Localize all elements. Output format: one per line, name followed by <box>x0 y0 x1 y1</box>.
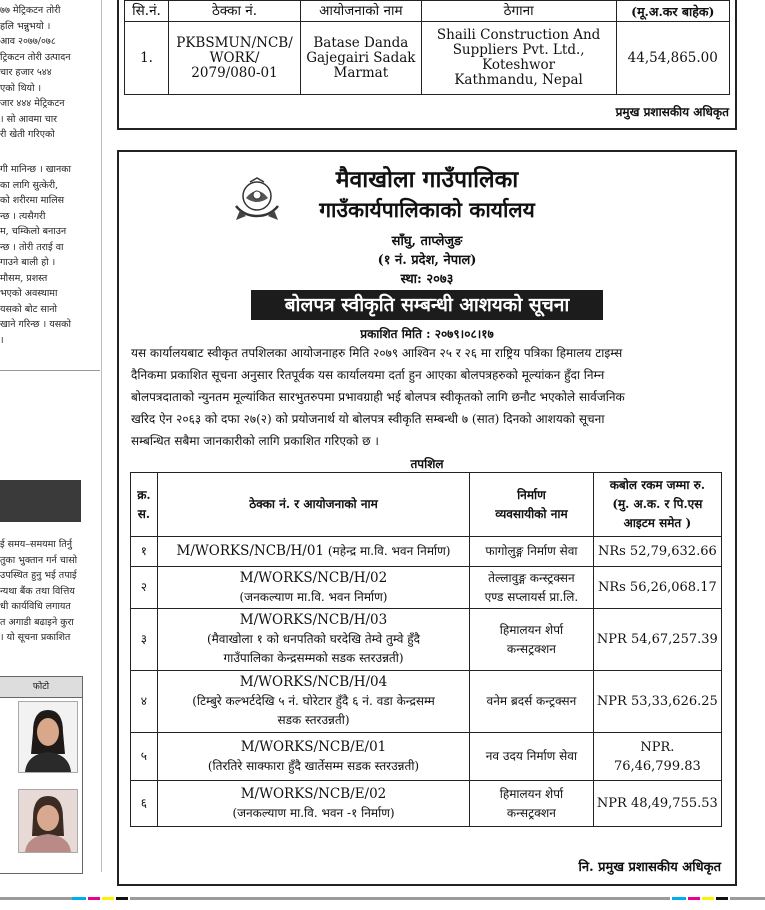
contract-code: M/WORKS/NCB/H/01 <box>176 543 325 559</box>
contract-table <box>130 472 722 827</box>
header-address: ठेगाना <box>421 1 616 22</box>
table-row <box>131 671 722 733</box>
article-line: ७७ मेट्रिकटन तोरी <box>0 5 61 16</box>
article-line: न्छ । तोरी तराई वा <box>0 241 64 253</box>
color-swatch <box>716 897 728 900</box>
project-name: (टिम्बुरे कल्भर्टदेखि ५ नं. घोरेटार हुँदै ६ नं. वडा केन्द्रसम्म सडक स्तरउन्नती) <box>192 694 435 727</box>
header-amount: (मू.अ.कर बाहेक) <box>616 1 729 22</box>
cell-amount: NRs 52,79,632.66 <box>593 537 721 567</box>
body-line: खरिद ऐन २०६३ को दफा २७(२) को प्रयोजनार्थ यो बोलपत्र स्वीकृति सम्बन्धी ७ (सात) दिनको आशयको सूचना <box>131 412 605 426</box>
portrait-photo-1 <box>18 701 78 773</box>
table-header-row <box>125 1 730 22</box>
top-notice-box <box>117 0 737 130</box>
established-year: स्था: २०७३ <box>400 272 454 287</box>
cell-amount: NPR 48,49,755.53 <box>593 781 721 827</box>
color-swatch <box>102 897 114 900</box>
header-sn: सि.नं. <box>125 1 169 22</box>
article-line: न्छ । त्यसैगरी <box>0 210 46 222</box>
cell-builder: तेल्लावुङ्ग कन्स्ट्रक्सन एण्ड सप्लायर्स प्रा.लि. <box>470 567 594 609</box>
article-line: खाने गरिन्छ । यसको <box>0 319 71 330</box>
article-line: का लागि सुत्केरी, <box>0 179 59 191</box>
article-line: । सो आवमा चार <box>0 113 58 125</box>
table-row <box>131 537 722 567</box>
column-divider <box>0 370 100 371</box>
cell-contract <box>157 609 469 671</box>
article-line: म, चम्किलो बनाउन <box>0 226 67 237</box>
header-amount: कबोल रकम जम्मा रु. (मु. अ.क. र पि.एस आइटम समेत ) <box>593 473 721 537</box>
color-swatch <box>130 897 670 900</box>
table-title: तपशिल <box>410 457 444 471</box>
main-notice-box <box>117 150 737 886</box>
table-header-row <box>131 473 722 537</box>
left-adjacent-column <box>0 0 100 870</box>
contract-code: M/WORKS/NCB/H/03 <box>239 612 388 628</box>
cell-builder: हिमालयन शेर्पा कन्सट्रक्शन <box>470 609 594 671</box>
cell-contract <box>157 567 469 609</box>
header-contract: ठेक्का नं. <box>169 1 301 22</box>
photo-header: फोटो <box>0 677 82 698</box>
adjacent-notice-banner <box>0 480 81 522</box>
cell-amount: NPR 53,33,626.25 <box>593 671 721 733</box>
header-sn: क्र. स. <box>131 473 158 537</box>
article-line: मौसम, प्रशस्त <box>0 272 48 284</box>
cell-builder: फागोलुङ्ग निर्माण सेवा <box>470 537 594 567</box>
cell-amount: 44,54,865.00 <box>616 22 729 95</box>
notice-line: त अगाडी बढाइने कुरा <box>0 616 74 628</box>
article-line: । <box>0 334 4 346</box>
article-line: गी मानिन्छ । खानका <box>0 164 71 175</box>
cell-amount: NPR 54,67,257.39 <box>593 609 721 671</box>
contract-rows <box>131 537 722 827</box>
body-line: दैनिकमा प्रकाशित सूचना अनुसार रितपूर्वक यस कार्यालयमा दर्ता हुन आएका बोलपत्रहरुको मूल्यांकन हुँदा निम्न <box>131 368 605 382</box>
main-signature: नि. प्रमुख प्रशासकीय अधिकृत <box>578 860 721 875</box>
article-line: को शरीरमा मालिस <box>0 195 65 206</box>
cell-builder: नव उदय निर्माण सेवा <box>470 733 594 781</box>
header-project: आयोजनाको नाम <box>301 1 422 22</box>
project-name: (मैवाखोला १ को धनपतिको घरदेखि तेम्वे तुम्वे हुँदै गाउँपालिका केन्द्रसम्मको सडक स्तरउन्नती) <box>206 632 421 665</box>
photo-table <box>0 676 83 870</box>
portrait-photo-2 <box>18 789 78 853</box>
notice-line: न्यथा बैंक तथा वित्तिय <box>0 585 75 597</box>
print-color-bar <box>0 897 765 903</box>
cell-contract <box>157 671 469 733</box>
contract-code: M/WORKS/NCB/H/04 <box>239 674 388 690</box>
cell-sn: 1. <box>125 22 169 95</box>
table-row <box>131 609 722 671</box>
cell-sn: ३ <box>131 609 158 671</box>
cell-builder: वनेम ब्रदर्स कन्ट्रक्सन <box>470 671 594 733</box>
color-swatch <box>730 897 765 900</box>
cell-project: Batase Danda Gajegairi Sadak Marmat <box>301 22 422 95</box>
contract-code: M/WORKS/NCB/E/02 <box>240 785 387 802</box>
color-swatch <box>0 897 72 900</box>
body-line: यस कार्यालयबाट स्वीकृत तपशिलका आयोजनाहरु मिति २०७९ आश्विन २५ र २६ मा राष्ट्रिय पत्रिका हिमालय टाइम्स <box>131 346 623 360</box>
article-line: चार हजार ५४४ <box>0 67 52 78</box>
cell-sn: १ <box>131 537 158 567</box>
contract-code: M/WORKS/NCB/E/01 <box>240 738 387 755</box>
header-contract: ठेक्का नं. र आयोजनाको नाम <box>157 473 469 537</box>
project-name: (महेन्द्र मा.वि. भवन निर्माण) <box>327 544 451 558</box>
cell-sn: ६ <box>131 781 158 827</box>
article-line: गाउने बाली हो । <box>0 257 56 268</box>
cell-builder: हिमालयन शेर्पा कन्सट्रक्शन <box>470 781 594 827</box>
column-rule <box>101 0 102 872</box>
article-line: यसको बोट सानो <box>0 303 58 315</box>
contract-code: M/WORKS/NCB/H/02 <box>239 569 388 586</box>
cell-contract: PKBSMUN/NCB/ WORK/ 2079/080-01 <box>169 22 301 95</box>
project-name: (तिरतिरे साक्फारा हुँदै खार्तेसम्म सडक स्तरउन्नती) <box>207 758 420 773</box>
cell-amount: NPR. 76,46,799.83 <box>593 733 721 781</box>
cell-sn: ५ <box>131 733 158 781</box>
cell-contract <box>157 733 469 781</box>
color-swatch <box>72 897 86 900</box>
table-row <box>131 781 722 827</box>
top-signature: प्रमुख प्रशासकीय अधिकृत <box>615 105 729 119</box>
color-swatch <box>88 897 100 900</box>
cell-amount: NRs 56,26,068.17 <box>593 567 721 609</box>
article-line: हलि भन्नुभयो । <box>0 20 51 32</box>
article-line: आव २०७७/०७८ <box>0 36 56 47</box>
color-swatch <box>702 897 714 900</box>
cell-address: Shaili Construction And Suppliers Pvt. Ltd., Koteshwor Kathmandu, Nepal <box>421 22 616 95</box>
article-line: ट्रिकटन तोरी उत्पादन <box>0 51 71 63</box>
table-row <box>125 22 730 95</box>
table-row <box>131 733 722 781</box>
notice-line: तुका भुक्तान गर्न चासो <box>0 554 78 566</box>
body-line: बोलपत्रदाताको न्युनतम मूल्यांकित सारभुतरुपमा प्रभावग्राही भई बोलपत्र स्वीकृतको लागि छनौट भएकोले सार्वजनिक <box>131 390 625 404</box>
article-line: भएको अवस्थामा <box>0 288 58 299</box>
notice-body <box>131 342 723 452</box>
header-builder: निर्माण व्यवसायीको नाम <box>470 473 594 537</box>
notice-line: । यो सूचना प्रकाशित <box>0 632 71 643</box>
article-line: जार ४४४ मेट्रिकटन <box>0 98 65 109</box>
article-line: री खेती गरिएको <box>0 129 55 140</box>
cell-sn: २ <box>131 567 158 609</box>
color-swatch <box>672 897 686 900</box>
published-date: प्रकाशित मिति : २०७९।०८।१७ <box>360 327 494 341</box>
office-name: गाउँकार्यपालिकाको कार्यालय <box>319 197 535 222</box>
cell-contract <box>157 537 469 567</box>
top-notice-table <box>124 0 730 95</box>
color-swatch <box>688 897 700 900</box>
project-name: (जनकल्याण मा.वि. भवन निर्माण) <box>239 589 388 604</box>
table-row <box>131 567 722 609</box>
notice-line: उपस्थित हुनु भई तपाई <box>0 570 77 581</box>
cell-contract <box>157 781 469 827</box>
municipality-name: मैवाखोला गाउँपालिका <box>335 166 519 193</box>
notice-line: धी कार्यविधि लगायत <box>0 601 71 612</box>
body-line: सम्बन्धित सबैमा जानकारीको लागि प्रकाशित गरिएको छ । <box>131 434 379 448</box>
color-swatch <box>116 897 128 900</box>
office-location: साँघु, ताप्लेजुङ <box>391 234 463 249</box>
article-line: एको थियो । <box>0 82 42 94</box>
notice-title-banner: बोलपत्र स्वीकृति सम्बन्धी आशयको सूचना <box>251 290 603 320</box>
notice-line: ई समय–समयमा तिर्नु <box>0 539 72 550</box>
cell-sn: ४ <box>131 671 158 733</box>
project-name: (जनकल्याण मा.वि. भवन -१ निर्माण) <box>232 805 395 820</box>
province-label: (१ नं. प्रदेश, नेपाल) <box>377 253 477 268</box>
